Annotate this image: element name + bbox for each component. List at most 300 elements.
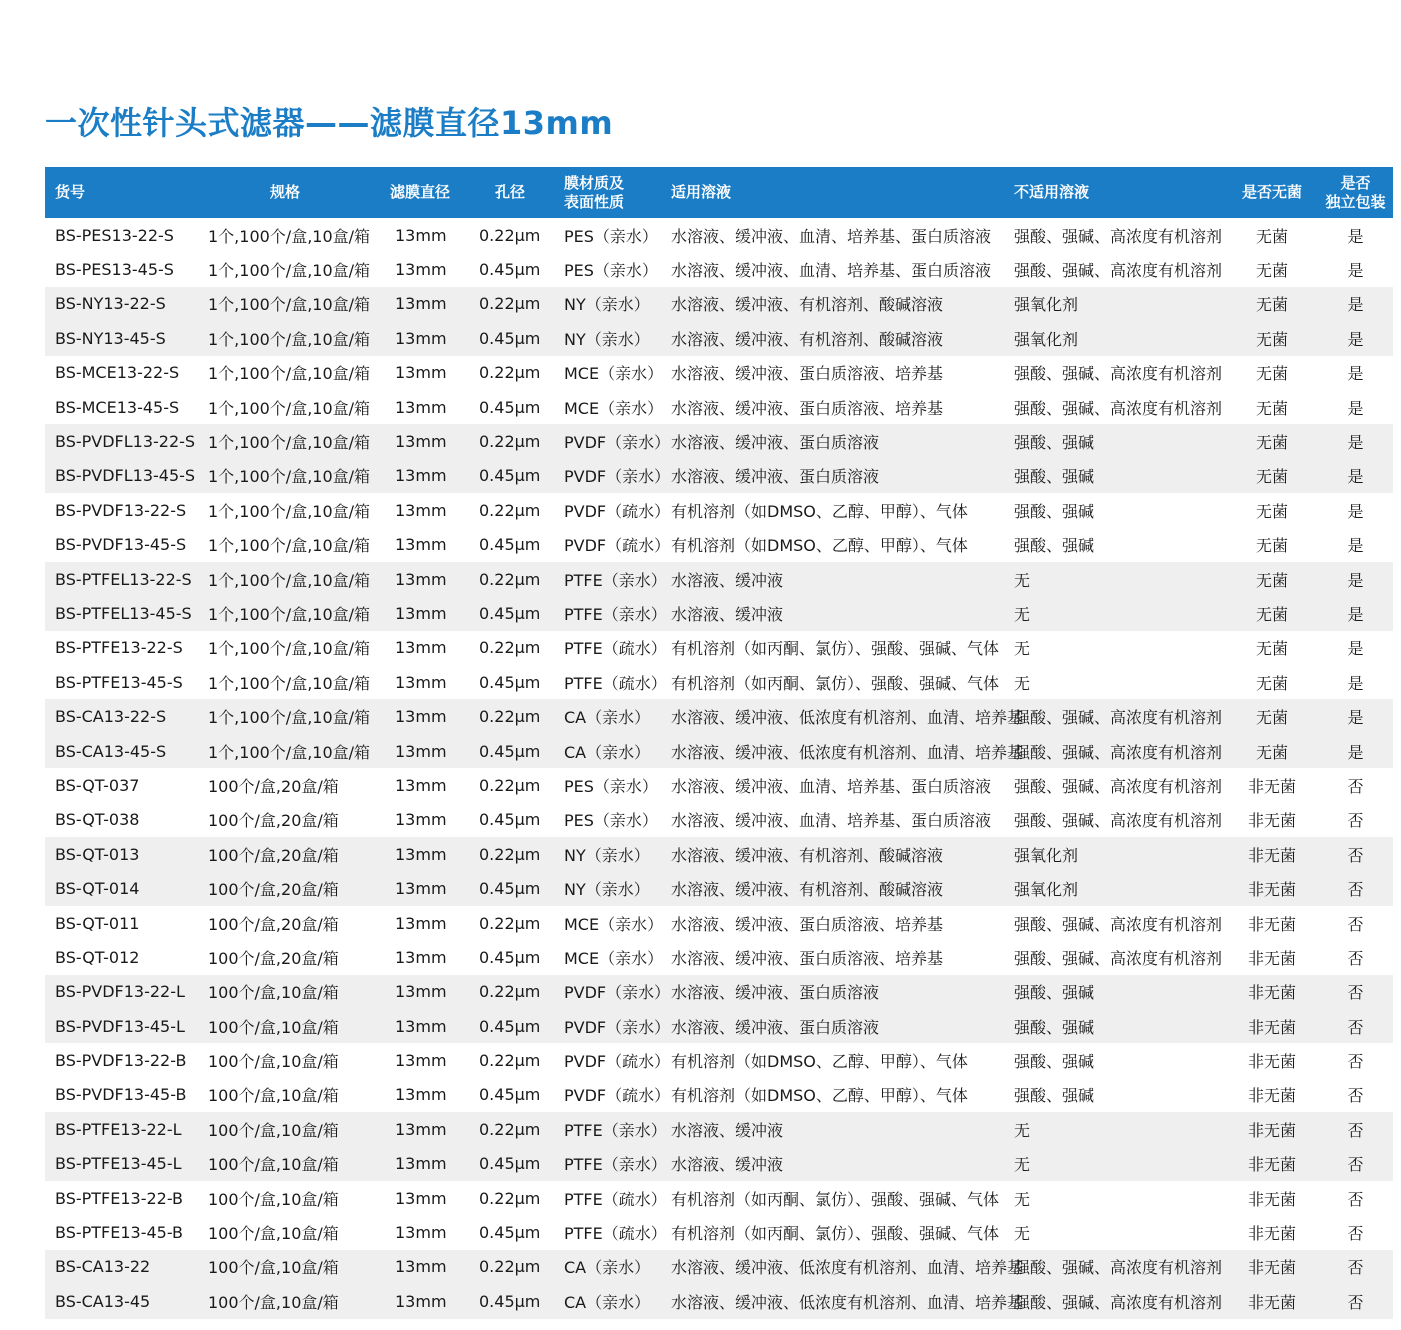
cell-sku: BS-PTFE13-22-L: [55, 1119, 182, 1139]
cell-pack: 否: [1347, 983, 1364, 1003]
cell-pack: 否: [1347, 1017, 1364, 1037]
cell-pack: 否: [1347, 1086, 1364, 1106]
cell-not-use: 强酸、强碱、高浓度有机溶剂: [1014, 398, 1223, 418]
cell-material: PVDF（疏水）: [564, 501, 671, 521]
cell-material: CA（亲水）: [564, 742, 651, 762]
header-spec: 规格: [269, 183, 300, 201]
cell-sterile: 无菌: [1255, 639, 1288, 659]
cell-pack: 否: [1347, 914, 1364, 934]
header-material-line2: 表面性质: [564, 192, 625, 211]
cell-not-use: 强酸、强碱、高浓度有机溶剂: [1014, 708, 1223, 728]
cell-not-use: 强酸、强碱: [1014, 433, 1095, 453]
cell-diameter: 13mm: [395, 1085, 447, 1105]
table-row: [45, 940, 1393, 974]
table-row: [45, 871, 1393, 905]
table-row: [45, 837, 1393, 871]
table-row: [45, 528, 1393, 562]
cell-use: 水溶液、缓冲液、血清、培养基、蛋白质溶液: [671, 261, 992, 281]
cell-pore: 0.45μm: [479, 535, 541, 555]
cell-sku: BS-PTFE13-22-S: [55, 638, 183, 658]
cell-sterile: 非无菌: [1247, 845, 1296, 865]
cell-pore: 0.45μm: [479, 466, 541, 486]
cell-pore: 0.45μm: [479, 1223, 541, 1243]
cell-spec: 1个,100个/盒,10盒/箱: [208, 226, 371, 246]
cell-material: PVDF（亲水）: [564, 983, 671, 1003]
cell-material: PVDF（疏水）: [564, 1052, 671, 1072]
header-material: [564, 167, 624, 218]
cell-diameter: 13mm: [395, 500, 447, 520]
cell-pack: 否: [1347, 1224, 1364, 1244]
cell-sku: BS-PVDF13-22-L: [55, 982, 185, 1002]
cell-pore: 0.45μm: [479, 741, 541, 761]
cell-sku: BS-PES13-22-S: [55, 225, 174, 245]
cell-use: 水溶液、缓冲液: [671, 1120, 784, 1140]
page-title: 一次性针头式滤器——滤膜直径13mm: [45, 104, 614, 142]
cell-pore: 0.22μm: [479, 1257, 541, 1277]
table-row: [45, 1043, 1393, 1077]
header-use: 适用溶液: [671, 183, 732, 201]
cell-diameter: 13mm: [395, 535, 447, 555]
cell-material: PES（亲水）: [564, 811, 658, 831]
cell-material: PVDF（亲水）: [564, 467, 671, 487]
cell-use: 有机溶剂（如丙酮、氯仿）、强酸、强碱、气体: [671, 639, 1000, 659]
table-row: [45, 493, 1393, 527]
cell-spec: 100个/盒,10盒/箱: [208, 1017, 339, 1037]
cell-spec: 100个/盒,10盒/箱: [208, 1224, 339, 1244]
cell-material: PES（亲水）: [564, 226, 658, 246]
cell-sku: BS-PTFE13-45-B: [55, 1223, 184, 1243]
cell-use: 有机溶剂（如DMSO、乙醇、甲醇）、气体: [671, 1052, 968, 1072]
cell-pore: 0.45μm: [479, 672, 541, 692]
table-row: [45, 390, 1393, 424]
cell-pack: 是: [1347, 742, 1364, 762]
cell-material: NY（亲水）: [564, 295, 650, 315]
cell-pack: 否: [1347, 776, 1364, 796]
cell-sterile: 非无菌: [1247, 880, 1296, 900]
cell-spec: 100个/盒,20盒/箱: [208, 811, 339, 831]
cell-pack: 是: [1347, 433, 1364, 453]
cell-pore: 0.45μm: [479, 1085, 541, 1105]
header-pack: [1318, 167, 1393, 218]
cell-spec: 100个/盒,10盒/箱: [208, 1086, 339, 1106]
cell-not-use: 强酸、强碱: [1014, 1017, 1095, 1037]
cell-material: PTFE（疏水）: [564, 1189, 667, 1209]
cell-spec: 1个,100个/盒,10盒/箱: [208, 604, 371, 624]
cell-not-use: 强酸、强碱、高浓度有机溶剂: [1014, 1292, 1223, 1312]
cell-not-use: 强酸、强碱: [1014, 501, 1095, 521]
cell-not-use: 强氧化剂: [1014, 880, 1079, 900]
cell-diameter: 13mm: [395, 1051, 447, 1071]
cell-pack: 否: [1347, 1292, 1364, 1312]
cell-use: 水溶液、缓冲液、蛋白质溶液: [671, 467, 880, 487]
cell-pack: 是: [1347, 673, 1364, 693]
cell-use: 水溶液、缓冲液、低浓度有机溶剂、血清、培养基: [671, 742, 1024, 762]
cell-material: PVDF（亲水）: [564, 1017, 671, 1037]
cell-not-use: 强酸、强碱: [1014, 983, 1095, 1003]
cell-pack: 否: [1347, 1120, 1364, 1140]
cell-sterile: 无菌: [1255, 295, 1288, 315]
cell-diameter: 13mm: [395, 947, 447, 967]
cell-sku: BS-CA13-22: [55, 1257, 151, 1277]
cell-sku: BS-MCE13-45-S: [55, 397, 180, 417]
cell-diameter: 13mm: [395, 569, 447, 589]
cell-use: 水溶液、缓冲液: [671, 1155, 784, 1175]
cell-pack: 否: [1347, 880, 1364, 900]
cell-not-use: 无: [1014, 673, 1031, 693]
cell-not-use: 强酸、强碱: [1014, 1086, 1095, 1106]
cell-pore: 0.45μm: [479, 879, 541, 899]
header-material-line1: 膜材质及: [564, 173, 625, 192]
cell-use: 有机溶剂（如丙酮、氯仿）、强酸、强碱、气体: [671, 673, 1000, 693]
cell-not-use: 强酸、强碱: [1014, 1052, 1095, 1072]
cell-not-use: 无: [1014, 1189, 1031, 1209]
cell-diameter: 13mm: [395, 397, 447, 417]
cell-spec: 100个/盒,10盒/箱: [208, 1120, 339, 1140]
cell-not-use: 强酸、强碱、高浓度有机溶剂: [1014, 776, 1223, 796]
cell-pore: 0.22μm: [479, 1188, 541, 1208]
cell-sku: BS-QT-037: [55, 775, 140, 795]
cell-pack: 是: [1347, 570, 1364, 590]
cell-not-use: 强酸、强碱、高浓度有机溶剂: [1014, 226, 1223, 246]
cell-spec: 1个,100个/盒,10盒/箱: [208, 639, 371, 659]
cell-material: MCE（亲水）: [564, 364, 664, 384]
cell-pore: 0.22μm: [479, 913, 541, 933]
cell-diameter: 13mm: [395, 363, 447, 383]
cell-pack: 否: [1347, 948, 1364, 968]
cell-pack: 是: [1347, 604, 1364, 624]
cell-material: PTFE（亲水）: [564, 604, 667, 624]
cell-spec: 100个/盒,10盒/箱: [208, 1052, 339, 1072]
table-row: [45, 975, 1393, 1009]
cell-use: 水溶液、缓冲液、低浓度有机溶剂、血清、培养基: [671, 1292, 1024, 1312]
cell-sku: BS-PTFE13-45-L: [55, 1154, 182, 1174]
cell-sterile: 无菌: [1255, 604, 1288, 624]
cell-spec: 100个/盒,10盒/箱: [208, 1292, 339, 1312]
header-pack-line1: 是否: [1340, 173, 1371, 192]
cell-pore: 0.45μm: [479, 397, 541, 417]
table-row: [45, 562, 1393, 596]
cell-use: 水溶液、缓冲液、有机溶剂、酸碱溶液: [671, 295, 944, 315]
table-row: [45, 321, 1393, 355]
cell-sterile: 非无菌: [1247, 1189, 1296, 1209]
table-row: [45, 906, 1393, 940]
cell-use: 水溶液、缓冲液: [671, 604, 784, 624]
cell-diameter: 13mm: [395, 466, 447, 486]
cell-pore: 0.22μm: [479, 225, 541, 245]
cell-sterile: 非无菌: [1247, 1120, 1296, 1140]
cell-material: NY（亲水）: [564, 329, 650, 349]
cell-diameter: 13mm: [395, 328, 447, 348]
cell-material: CA（亲水）: [564, 1258, 651, 1278]
cell-material: PTFE（疏水）: [564, 1224, 667, 1244]
cell-spec: 100个/盒,20盒/箱: [208, 845, 339, 865]
header-pore: 孔径: [494, 183, 525, 201]
cell-not-use: 无: [1014, 639, 1031, 659]
cell-pore: 0.22μm: [479, 707, 541, 727]
header-not-use: 不适用溶液: [1014, 183, 1090, 201]
cell-pack: 否: [1347, 811, 1364, 831]
cell-material: PES（亲水）: [564, 776, 658, 796]
table-row: [45, 1215, 1393, 1249]
cell-use: 有机溶剂（如丙酮、氯仿）、强酸、强碱、气体: [671, 1189, 1000, 1209]
cell-material: MCE（亲水）: [564, 398, 664, 418]
cell-pore: 0.22μm: [479, 982, 541, 1002]
cell-pack: 否: [1347, 1258, 1364, 1278]
cell-sku: BS-QT-038: [55, 810, 140, 830]
cell-not-use: 无: [1014, 570, 1031, 590]
cell-not-use: 强酸、强碱、高浓度有机溶剂: [1014, 914, 1223, 934]
cell-sku: BS-PES13-45-S: [55, 260, 174, 280]
table-row: [45, 252, 1393, 286]
cell-diameter: 13mm: [395, 879, 447, 899]
table-row: [45, 218, 1393, 252]
cell-not-use: 无: [1014, 1224, 1031, 1244]
header-diameter: 滤膜直径: [389, 183, 450, 201]
cell-sterile: 无菌: [1255, 570, 1288, 590]
cell-use: 水溶液、缓冲液、血清、培养基、蛋白质溶液: [671, 811, 992, 831]
cell-sku: BS-CA13-45-S: [55, 741, 167, 761]
cell-use: 水溶液、缓冲液、蛋白质溶液、培养基: [671, 398, 944, 418]
cell-material: PES（亲水）: [564, 261, 658, 281]
cell-pore: 0.22μm: [479, 844, 541, 864]
cell-sterile: 无菌: [1255, 501, 1288, 521]
cell-sku: BS-QT-012: [55, 947, 140, 967]
cell-not-use: 强酸、强碱、高浓度有机溶剂: [1014, 364, 1223, 384]
cell-diameter: 13mm: [395, 225, 447, 245]
cell-spec: 100个/盒,10盒/箱: [208, 1258, 339, 1278]
cell-sku: BS-CA13-45: [55, 1291, 151, 1311]
cell-sku: BS-PVDF13-22-S: [55, 500, 187, 520]
cell-material: PTFE（疏水）: [564, 639, 667, 659]
cell-use: 水溶液、缓冲液、有机溶剂、酸碱溶液: [671, 880, 944, 900]
cell-spec: 1个,100个/盒,10盒/箱: [208, 329, 371, 349]
table-row: [45, 424, 1393, 458]
cell-not-use: 强酸、强碱、高浓度有机溶剂: [1014, 811, 1223, 831]
cell-diameter: 13mm: [395, 1188, 447, 1208]
table-row: [45, 631, 1393, 665]
cell-sterile: 非无菌: [1247, 1292, 1296, 1312]
table-row: [45, 1181, 1393, 1215]
cell-spec: 100个/盒,20盒/箱: [208, 880, 339, 900]
cell-material: PVDF（疏水）: [564, 536, 671, 556]
cell-sku: BS-NY13-45-S: [55, 328, 166, 348]
table-row: [45, 1009, 1393, 1043]
cell-diameter: 13mm: [395, 603, 447, 623]
cell-diameter: 13mm: [395, 1016, 447, 1036]
cell-material: PVDF（亲水）: [564, 433, 671, 453]
cell-pore: 0.22μm: [479, 569, 541, 589]
table-row: [45, 596, 1393, 630]
cell-not-use: 强氧化剂: [1014, 845, 1079, 865]
cell-spec: 1个,100个/盒,10盒/箱: [208, 570, 371, 590]
cell-pack: 是: [1347, 364, 1364, 384]
cell-material: MCE（亲水）: [564, 948, 664, 968]
cell-sterile: 无菌: [1255, 398, 1288, 418]
cell-use: 水溶液、缓冲液: [671, 570, 784, 590]
cell-pore: 0.22μm: [479, 294, 541, 314]
cell-sterile: 无菌: [1255, 536, 1288, 556]
cell-sterile: 非无菌: [1247, 1017, 1296, 1037]
cell-diameter: 13mm: [395, 432, 447, 452]
cell-not-use: 强酸、强碱、高浓度有机溶剂: [1014, 1258, 1223, 1278]
cell-spec: 100个/盒,20盒/箱: [208, 776, 339, 796]
cell-use: 水溶液、缓冲液、低浓度有机溶剂、血清、培养基: [671, 1258, 1024, 1278]
table-row: [45, 287, 1393, 321]
cell-pore: 0.45μm: [479, 947, 541, 967]
cell-use: 有机溶剂（如丙酮、氯仿）、强酸、强碱、气体: [671, 1224, 1000, 1244]
table-row: [45, 1147, 1393, 1181]
cell-sterile: 非无菌: [1247, 914, 1296, 934]
cell-sku: BS-QT-013: [55, 844, 140, 864]
cell-use: 水溶液、缓冲液、低浓度有机溶剂、血清、培养基: [671, 708, 1024, 728]
cell-spec: 1个,100个/盒,10盒/箱: [208, 673, 371, 693]
cell-pack: 是: [1347, 536, 1364, 556]
cell-material: PTFE（亲水）: [564, 570, 667, 590]
table-row: [45, 768, 1393, 802]
cell-pore: 0.22μm: [479, 775, 541, 795]
cell-sterile: 无菌: [1255, 467, 1288, 487]
cell-pore: 0.45μm: [479, 260, 541, 280]
cell-pack: 是: [1347, 329, 1364, 349]
cell-sterile: 非无菌: [1247, 948, 1296, 968]
cell-sterile: 非无菌: [1247, 983, 1296, 1003]
cell-use: 有机溶剂（如DMSO、乙醇、甲醇）、气体: [671, 501, 968, 521]
table-row: [45, 1250, 1393, 1284]
cell-pack: 是: [1347, 295, 1364, 315]
cell-sterile: 无菌: [1255, 742, 1288, 762]
cell-sku: BS-PVDFL13-45-S: [55, 466, 196, 486]
cell-use: 水溶液、缓冲液、血清、培养基、蛋白质溶液: [671, 226, 992, 246]
cell-sterile: 无菌: [1255, 226, 1288, 246]
cell-not-use: 强氧化剂: [1014, 329, 1079, 349]
cell-pore: 0.45μm: [479, 328, 541, 348]
cell-pore: 0.22μm: [479, 432, 541, 452]
cell-pore: 0.45μm: [479, 810, 541, 830]
cell-not-use: 强酸、强碱: [1014, 467, 1095, 487]
cell-diameter: 13mm: [395, 913, 447, 933]
cell-spec: 1个,100个/盒,10盒/箱: [208, 433, 371, 453]
cell-use: 水溶液、缓冲液、蛋白质溶液: [671, 433, 880, 453]
cell-use: 水溶液、缓冲液、蛋白质溶液、培养基: [671, 364, 944, 384]
cell-sku: BS-PVDF13-22-B: [55, 1051, 187, 1071]
cell-pack: 否: [1347, 1052, 1364, 1072]
cell-pore: 0.22μm: [479, 1051, 541, 1071]
cell-material: PTFE（疏水）: [564, 673, 667, 693]
cell-diameter: 13mm: [395, 982, 447, 1002]
cell-diameter: 13mm: [395, 1291, 447, 1311]
table-header: [45, 167, 1393, 218]
cell-sterile: 无菌: [1255, 433, 1288, 453]
cell-spec: 100个/盒,20盒/箱: [208, 948, 339, 968]
cell-spec: 1个,100个/盒,10盒/箱: [208, 536, 371, 556]
cell-diameter: 13mm: [395, 844, 447, 864]
cell-sterile: 无菌: [1255, 708, 1288, 728]
cell-pack: 是: [1347, 501, 1364, 521]
cell-spec: 100个/盒,20盒/箱: [208, 914, 339, 934]
cell-pore: 0.45μm: [479, 1154, 541, 1174]
cell-sku: BS-PVDF13-45-B: [55, 1085, 187, 1105]
cell-use: 水溶液、缓冲液、蛋白质溶液: [671, 1017, 880, 1037]
cell-pack: 是: [1347, 226, 1364, 246]
cell-pack: 是: [1347, 261, 1364, 281]
cell-sku: BS-CA13-22-S: [55, 707, 167, 727]
product-table: [45, 167, 1393, 1319]
cell-diameter: 13mm: [395, 707, 447, 727]
cell-sterile: 无菌: [1255, 364, 1288, 384]
cell-pore: 0.45μm: [479, 1016, 541, 1036]
cell-sku: BS-PTFEL13-22-S: [55, 569, 192, 589]
cell-spec: 100个/盒,10盒/箱: [208, 1155, 339, 1175]
cell-use: 水溶液、缓冲液、血清、培养基、蛋白质溶液: [671, 776, 992, 796]
cell-diameter: 13mm: [395, 260, 447, 280]
cell-spec: 1个,100个/盒,10盒/箱: [208, 501, 371, 521]
table-row: [45, 1284, 1393, 1318]
cell-sku: BS-QT-011: [55, 913, 140, 933]
cell-spec: 1个,100个/盒,10盒/箱: [208, 742, 371, 762]
cell-sku: BS-PVDF13-45-L: [55, 1016, 185, 1036]
cell-pore: 0.22μm: [479, 500, 541, 520]
cell-spec: 100个/盒,10盒/箱: [208, 1189, 339, 1209]
cell-sku: BS-NY13-22-S: [55, 294, 166, 314]
table-row: [45, 1078, 1393, 1112]
table-row: [45, 803, 1393, 837]
cell-use: 水溶液、缓冲液、蛋白质溶液: [671, 983, 880, 1003]
cell-use: 水溶液、缓冲液、有机溶剂、酸碱溶液: [671, 329, 944, 349]
cell-material: MCE（亲水）: [564, 914, 664, 934]
cell-spec: 1个,100个/盒,10盒/箱: [208, 467, 371, 487]
cell-pack: 是: [1347, 639, 1364, 659]
cell-pore: 0.45μm: [479, 1291, 541, 1311]
cell-diameter: 13mm: [395, 672, 447, 692]
cell-diameter: 13mm: [395, 638, 447, 658]
cell-not-use: 强酸、强碱、高浓度有机溶剂: [1014, 261, 1223, 281]
cell-spec: 1个,100个/盒,10盒/箱: [208, 364, 371, 384]
cell-not-use: 无: [1014, 1155, 1031, 1175]
cell-sterile: 非无菌: [1247, 776, 1296, 796]
cell-sterile: 非无菌: [1247, 1155, 1296, 1175]
cell-use: 有机溶剂（如DMSO、乙醇、甲醇）、气体: [671, 536, 968, 556]
cell-use: 有机溶剂（如DMSO、乙醇、甲醇）、气体: [671, 1086, 968, 1106]
cell-sku: BS-MCE13-22-S: [55, 363, 180, 383]
header-sterile: 是否无菌: [1241, 183, 1302, 201]
cell-not-use: 无: [1014, 604, 1031, 624]
cell-material: NY（亲水）: [564, 880, 650, 900]
cell-diameter: 13mm: [395, 1154, 447, 1174]
cell-pack: 否: [1347, 845, 1364, 865]
cell-sku: BS-PVDFL13-22-S: [55, 432, 196, 452]
cell-sterile: 非无菌: [1247, 1224, 1296, 1244]
table-row: [45, 665, 1393, 699]
cell-use: 水溶液、缓冲液、蛋白质溶液、培养基: [671, 948, 944, 968]
cell-diameter: 13mm: [395, 741, 447, 761]
cell-material: PTFE（亲水）: [564, 1120, 667, 1140]
header-pack-line2: 独立包装: [1325, 192, 1386, 211]
cell-sterile: 非无菌: [1247, 1086, 1296, 1106]
cell-pore: 0.22μm: [479, 638, 541, 658]
cell-not-use: 强氧化剂: [1014, 295, 1079, 315]
cell-pore: 0.22μm: [479, 363, 541, 383]
cell-material: PTFE（亲水）: [564, 1155, 667, 1175]
table-row: [45, 459, 1393, 493]
cell-spec: 1个,100个/盒,10盒/箱: [208, 261, 371, 281]
cell-pack: 否: [1347, 1189, 1364, 1209]
cell-pack: 是: [1347, 708, 1364, 728]
cell-material: NY（亲水）: [564, 845, 650, 865]
table-body: [45, 218, 1393, 1319]
cell-pore: 0.22μm: [479, 1119, 541, 1139]
cell-sterile: 无菌: [1255, 673, 1288, 693]
cell-sterile: 无菌: [1255, 261, 1288, 281]
